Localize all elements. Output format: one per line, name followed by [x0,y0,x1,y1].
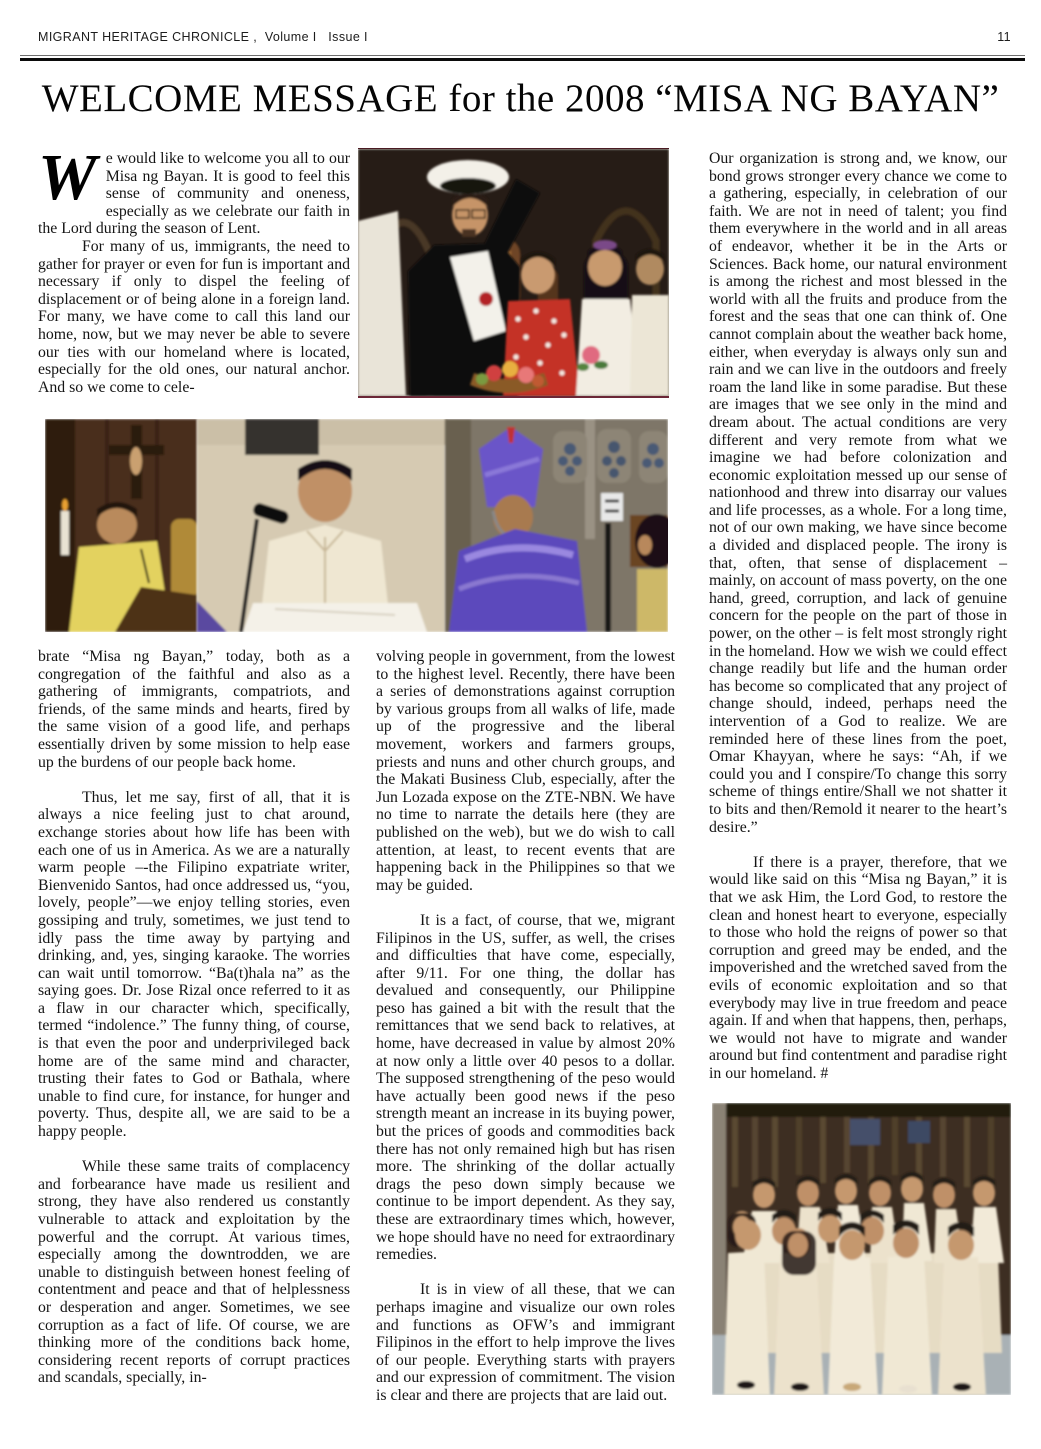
paragraph-9: Our organization is strong and, we know, our bond grows stronger every chance we come to a gathering, especially, in celebration of our faith. We are not in need of talent; you find them everywhere in the world and in all areas of endeavor, whether it be in the Arts or Sciences. Back home, our natural environment is among the richest and most blessed in the world with all the fruits and produce from the forest and the seas that one can think of. One cannot complain about the weather back home, either, when everyday is always only sun and rain and we can live in the outdoors and freely roam the land like in some paradise. But these are images that we see only in the mind and dream about. The actual conditions are very different and very remote from what we imagine we had before colonization and economic exploitation messed up our sense of nationhood and threw into disarray our values and life processes, as a whole. For a long time, not of our own making, we have since become a divided and displaced people. The irony is that, often, that sense of displacement – mainly, on account of mass poverty, on the one hand, greed, corruption, and lack of genuine concern for the people on the part of those in power, on the other – is felt most strongly right in the homeland. How we wish we could effect change readily but life and the human order has become so complicated that any project of change should, indeed, perhaps need the intervention of a God to realize. We are reminded here of these lines from the poet, Omar Khayyan, where he says: “Ah, if we could you and I conspire/To change this sorry scheme of things entire/Shall we not shatter it to bits and then/Remold it nearer to the heart’s desire.” [709,150,1007,836]
paragraph-3: brate “Misa ng Bayan,” today, both as a congregation of the faithful and also as a gathering of immigrants, compatriots, and friends, of the same minds and hearts, fired by the same vision of a good life, and perhaps essentially driven by some mission to help ease up the burdens of our people back home. [38,648,350,771]
paragraph-2: For many of us, immigrants, the need to gather for prayer or even for fun is important and necessary if only to dispel the feeling of displacement or of being alone in a foreign land. For many, we have come to call this land our home, now, but we may never be able to severe our ties with our homeland where is located, especially for the old ones, our natural anchor. And so we come to cele- [38,237,350,396]
rose-windows [553,429,668,483]
column-2 [376,648,675,1405]
photo-knight-and-children [358,148,669,398]
photo-choir-group [712,1103,1011,1395]
photo-mass-collage-art [45,419,668,632]
photo-mass-collage [45,419,668,632]
paragraph-4: Thus, let me say, first of all, that it is always a nice feeling just to chat around, exchange stories about how life has been with each one of us in America. As we are a naturally warm people –-the Filipino expatriate writer, Bienvenido Santos, had once addressed us, “you, lovely, people”—we enjoy telling stories, even gossiping and truly, sometimes, we just tend to idly pass the time away by partying and drinking, and, yes, singing karaoke. The worries can wait until tomorrow. “Ba(t)hala na” as the saying goes. Dr. Jose Rizal once referred to it as a flaw in our character which, specifically, termed “indolence.” The funny thing, of course, is that even the poor and underprivileged back home are of the same mind and character, trusting their fates to God or Bathala, where unable to find cure, for instance, for hunger and poverty. Thus, despite all, we are said to be a happy people. [38,788,350,1141]
photo-knight-and-children-art [358,149,669,396]
column-1-bottom [38,648,350,1387]
paragraph-7: It is a fact, of course, that we, migrant Filipinos in the US, suffer, as well, the crises and difficulties that have come, especially, after 9/11. For one thing, the dollar has devalued and consequently, our Philippine peso has gained a bit with the result that the remittances that we send back to relatives, at home, have decreased in value by almost 20% at now only a little over 40 pesos to a dollar. The supposed strengthening of the peso would have actually been good news if the peso strength meant an increase in its buying power, but the prices of goods and commodities back there has not only remained high but has risen more. The shrinking of the dollar actually drags the peso down simply because we continue to be import dependent. As they say, these are extraordinary times which, however, we hope should have no need for extraordinary remedies. [376,911,675,1264]
column-1-top [38,141,350,396]
paragraph-1-text: e would like to welcome you all to our Misa ng Bayan. It is good to feel this sense of community and oneness, especially as we celebrate our faith in the Lord during the season of Lent. [38,150,350,238]
paragraph-10: If there is a prayer, therefore, that we would like said on this “Misa ng Bayan,” it is that we ask Him, the Lord God, to restore the clean and honest heart to everyone, especially to those who hold the reigns of power so that corruption and greed may be ended, and the impoverished and the wretched saved from the evils of economic exploitation and so that everybody may live in true freedom and peace again. If and when that happens, then, perhaps, we would not have to migrate and wander around but find contentment and paradise right in our homeland. # [709,853,1007,1082]
paragraph-6: volving people in government, from the lowest to the highest level. Recently, there have been a series of demonstrations against corruption by various groups from all walks of life, made up of the progressive and the liberal movement, workers and farmers groups, priests and nuns and other church groups, and the Makati Business Club, especially, after the Jun Lozada expose on the ZTE-NBN. We have no time to narrate the details here (they are published on the web), but we do wish to call attention, at least, to recent events that are happening back in the Philippines so that we may be guided. [376,648,675,894]
lector-panel [45,419,197,632]
paragraph-1 [38,141,350,238]
paragraph-5: While these same traits of complacency and forbearance have made us resilient and strong, they have also rendered us constantly vulnerable to attack and exploitation by the powerful and the corrupt. At various times, especially among the downtrodden, we are unable to distinguish between honest feeling of contentment and peace and that of helplessness or desperation and anger. Sometimes, we see corruption as a fact of life. Of course, we are thinking more of the conditions back home, considering recent reports of corrupt practices and scandals, specially, in- [38,1158,350,1387]
speaker-panel [197,419,447,632]
page-number: 11 [997,30,1011,44]
bishop-panel [445,419,668,632]
article-title: WELCOME MESSAGE for the 2008 “MISA NG BAYAN” [41,77,1000,120]
masthead-title: MIGRANT HERITAGE CHRONICLE , Volume I Issue I [38,30,368,44]
drop-cap: W [38,141,97,214]
paragraph-8: It is in view of all these, that we can perhaps imagine and visualize our own roles and functions as OFW’s and immigrant Filipinos in the effort to help improve the lives of our people. Everything starts with prayers and our expression of commitment. The vision is clear and there are projects that are laid out. [376,1281,675,1404]
masthead-bar [38,30,1011,44]
column-3 [709,150,1007,1082]
photo-choir-group-art [712,1103,1011,1395]
header-rule [20,55,1025,61]
